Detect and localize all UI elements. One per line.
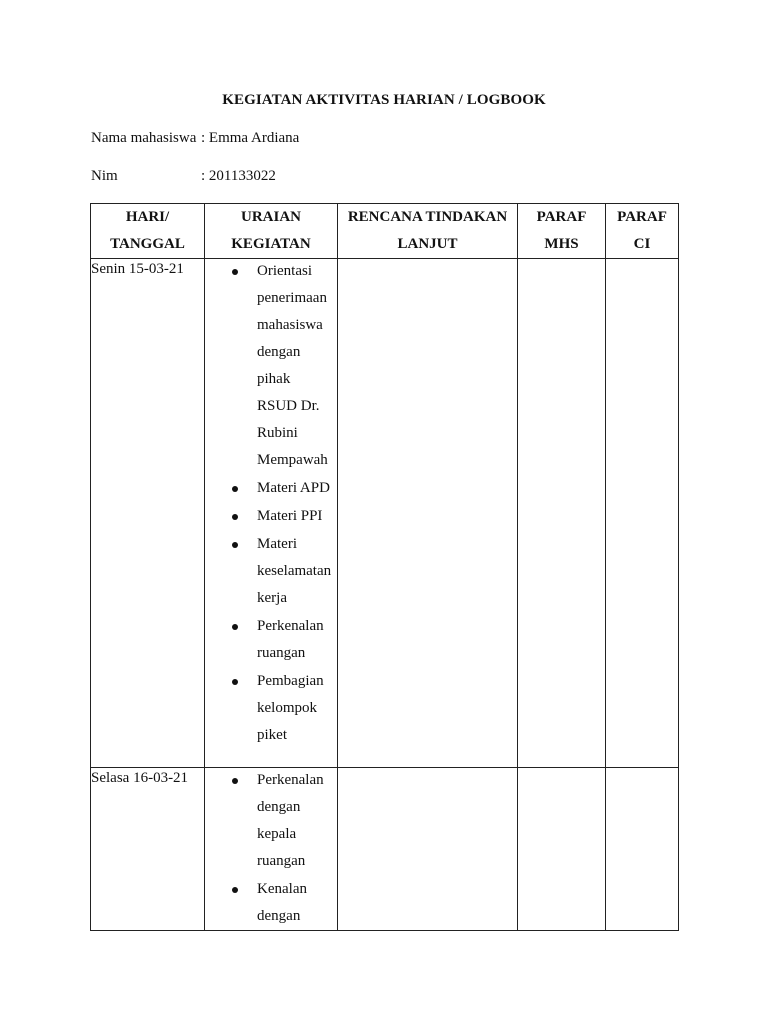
list-item <box>205 613 337 667</box>
list-item <box>205 876 337 930</box>
activity-list <box>205 767 337 930</box>
student-name-row <box>91 130 299 147</box>
ci-sign-cell <box>606 768 679 931</box>
list-item <box>205 503 337 530</box>
list-item <box>205 531 337 612</box>
activity-text: Mempawah <box>257 452 328 468</box>
activity-text: Materi <box>257 536 297 552</box>
activity-text: ruangan <box>257 853 306 869</box>
activity-text: kerja <box>257 590 287 606</box>
list-item <box>205 258 337 474</box>
activity-text: dengan <box>257 344 301 360</box>
activity-text: Materi APD <box>257 480 330 496</box>
table-row <box>91 768 679 931</box>
activity-text: Pembagian <box>257 673 324 689</box>
activity-text: piket <box>257 727 287 743</box>
list-item <box>205 475 337 502</box>
activity-text: dengan <box>257 799 301 815</box>
follow-up-cell <box>338 768 518 931</box>
student-name-value: : Emma Ardiana <box>201 130 300 146</box>
activity-text: kepala <box>257 826 297 842</box>
student-sign-cell <box>518 259 606 768</box>
activity-text: kelompok <box>257 700 317 716</box>
page-title: KEGIATAN AKTIVITAS HARIAN / LOGBOOK <box>222 92 546 108</box>
header-follow-up: RENCANA TINDAKAN LANJUT <box>338 204 518 259</box>
header-ci-sign: PARAF CI <box>606 204 679 259</box>
student-sign-cell <box>518 768 606 931</box>
header-student-sign: PARAF MHS <box>518 204 606 259</box>
bullet-icon <box>232 778 238 784</box>
student-name-label: Nama mahasiswa <box>91 130 197 146</box>
day-cell: Senin 15-03-21 <box>91 259 205 768</box>
activity-text: ruangan <box>257 645 306 661</box>
activity-text: Rubini <box>257 425 298 441</box>
activity-cell <box>205 259 338 768</box>
bullet-icon <box>232 624 238 630</box>
bullet-icon <box>232 679 238 685</box>
header-activity: URAIAN KEGIATAN <box>205 204 338 259</box>
student-nim-row <box>91 168 276 185</box>
bullet-icon <box>232 514 238 520</box>
activity-cell <box>205 768 338 931</box>
activity-text: Perkenalan <box>257 618 324 634</box>
activity-text: Kenalan <box>257 881 307 897</box>
table-row <box>91 259 679 768</box>
header-day: HARI/ TANGGAL <box>91 204 205 259</box>
follow-up-cell <box>338 259 518 768</box>
activity-text: Materi PPI <box>257 508 323 524</box>
bullet-icon <box>232 486 238 492</box>
student-nim-value: : 201133022 <box>201 168 276 184</box>
table-header-row <box>91 204 679 259</box>
list-item <box>205 668 337 749</box>
activity-text: Perkenalan <box>257 772 324 788</box>
student-nim-label: Nim <box>91 168 118 184</box>
bullet-icon <box>232 887 238 893</box>
activity-text: RSUD Dr. <box>257 398 320 414</box>
activity-text: keselamatan <box>257 563 332 579</box>
activity-text: penerimaan <box>257 290 327 306</box>
activity-list <box>205 258 337 749</box>
activity-text: Orientasi <box>257 263 312 279</box>
activity-text: pihak <box>257 371 291 387</box>
list-item <box>205 767 337 875</box>
activity-text: mahasiswa <box>257 317 323 333</box>
logbook-table <box>90 203 679 931</box>
activity-text: dengan <box>257 908 301 924</box>
day-cell: Selasa 16-03-21 <box>91 768 205 931</box>
bullet-icon <box>232 269 238 275</box>
bullet-icon <box>232 542 238 548</box>
ci-sign-cell <box>606 259 679 768</box>
